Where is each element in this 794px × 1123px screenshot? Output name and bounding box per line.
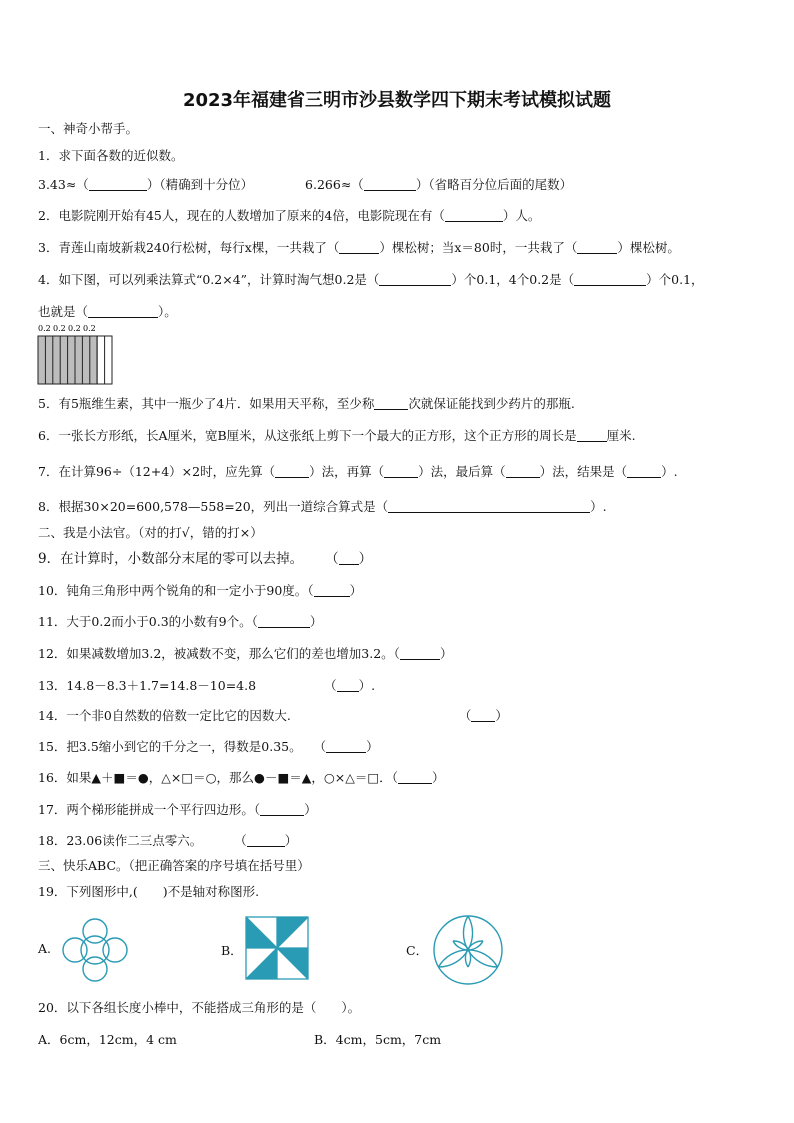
strip-label: 0.2 <box>53 324 66 333</box>
bracket-close: ） <box>304 802 317 817</box>
q7-text: ）法，最后算（ <box>418 464 506 479</box>
answer-blank[interactable] <box>627 463 661 478</box>
judge-question-17 <box>38 801 317 819</box>
answer-blank[interactable] <box>88 303 158 318</box>
four-circle-flower-figure <box>60 917 130 983</box>
q4-text-mid: ）个0.1，4个0.2是（ <box>451 272 575 287</box>
judge-text: 11．大于0.2而小于0.3的小数有9个。 <box>38 614 252 629</box>
bracket-open: （ <box>458 708 472 723</box>
question-20: 20．以下各组长度小棒中，不能搭成三角形的是（ ）。 <box>38 1000 361 1015</box>
judge-text: 13．14.8－8.3＋1.7=14.8－10=4.8 <box>38 678 257 693</box>
answer-blank[interactable] <box>89 176 147 191</box>
option-a[interactable]: A．6cm，12cm，4 cm <box>38 1032 177 1047</box>
q1-a-note: ）（精确到十分位） <box>146 177 254 192</box>
bracket-open: （ <box>307 583 314 598</box>
answer-blank[interactable] <box>364 176 416 191</box>
q1-a-number: 3.43≈（ <box>38 177 89 192</box>
bracket-close: ） <box>366 739 379 754</box>
bracket-open: （ <box>325 551 339 567</box>
judge-question-11 <box>38 613 322 631</box>
question-5 <box>38 395 575 413</box>
q5-text-end: 次就保证能找到少药片的那瓶. <box>408 396 575 411</box>
q4-line2-text: 也就是（ <box>38 304 89 319</box>
bracket-open: （ <box>253 802 261 817</box>
answer-blank[interactable] <box>247 832 285 847</box>
judge-text: 17．两个梯形能拼成一个平行四边形。 <box>38 802 254 817</box>
answer-blank[interactable] <box>258 613 310 628</box>
bracket-open: （ <box>313 739 327 754</box>
answer-blank[interactable] <box>379 271 451 286</box>
q4-text-end: ）个0.1， <box>646 272 704 287</box>
section-1-heading: 一、神奇小帮手。 <box>38 121 139 136</box>
answer-blank[interactable] <box>326 738 366 753</box>
q8-text-end: ）. <box>590 499 607 514</box>
q3-text-end: ）棵松树。 <box>617 240 680 255</box>
answer-blank[interactable] <box>577 427 607 442</box>
answer-blank[interactable] <box>339 550 359 565</box>
question-4-line2 <box>38 303 177 321</box>
q7-text-end: ）. <box>661 464 678 479</box>
question-19: 19．下列图形中,( )不是轴对称图形. <box>38 884 260 899</box>
q6-text-end: 厘米. <box>606 428 636 443</box>
question-3 <box>38 239 680 257</box>
judge-question-12 <box>38 645 452 663</box>
q3-text: 3．青莲山南坡新栽240行松树，每行x棵，一共栽了（ <box>38 240 340 255</box>
answer-blank[interactable] <box>400 645 440 660</box>
q4-line2-end: ）。 <box>158 304 177 319</box>
answer-blank[interactable] <box>275 463 309 478</box>
judge-text: 12．如果减数增加3.2，被减数不变，那么它们的差也增加3.2。 <box>38 646 394 661</box>
trefoil-circles-figure <box>428 910 508 986</box>
q8-text: 8．根据30×20=600,578—558=20，列出一道综合算式是（ <box>38 499 389 514</box>
option-b-label[interactable]: B． <box>221 943 243 958</box>
answer-blank[interactable] <box>374 395 408 410</box>
answer-blank[interactable] <box>574 271 646 286</box>
bracket-close: ） <box>309 614 323 629</box>
question-6 <box>38 427 636 445</box>
judge-text: 18．23.06读作二三点零六。 <box>38 833 203 848</box>
bracket-open: （ <box>234 833 247 848</box>
judge-text: 15．把3.5缩小到它的千分之一，得数是0.35。 <box>38 739 302 754</box>
question-7 <box>38 463 678 481</box>
bracket-close: ）. <box>358 678 376 693</box>
bracket-open: （ <box>393 646 400 661</box>
judge-question-13 <box>38 677 375 695</box>
answer-blank[interactable] <box>471 707 495 722</box>
bracket-close: ） <box>439 646 453 661</box>
judge-question-15 <box>38 738 379 756</box>
section-2-heading: 二、我是小法官。（对的打√，错的打×） <box>38 525 263 540</box>
answer-blank[interactable] <box>506 463 540 478</box>
judge-question-16 <box>38 769 444 787</box>
section-3-heading: 三、快乐ABC。（把正确答案的序号填在括号里） <box>38 858 310 873</box>
q2-text-end: ）人。 <box>502 208 541 223</box>
bracket-close: ） <box>349 583 363 598</box>
q4-text: 4．如下图，可以列乘法算式“0.2×4”，计算时淘气想0.2是（ <box>38 272 380 287</box>
answer-blank[interactable] <box>384 463 418 478</box>
page-title: 2023年福建省三明市沙县数学四下期末考试模拟试题 <box>182 90 612 111</box>
answer-blank[interactable] <box>260 801 304 816</box>
bracket-open: （ <box>391 770 398 785</box>
question-4 <box>38 271 704 289</box>
question-1: 1．求下面各数的近似数。 <box>38 148 184 163</box>
q7-text: ）法，再算（ <box>309 464 385 479</box>
bracket-open: （ <box>251 614 258 629</box>
answer-blank[interactable] <box>398 769 432 784</box>
question-1-parts <box>38 176 572 194</box>
judge-question-9 <box>38 550 372 568</box>
pinwheel-figure <box>244 915 310 981</box>
answer-blank[interactable] <box>577 239 617 254</box>
bracket-open: （ <box>324 678 337 693</box>
judge-text: 16．如果▲＋■＝●，△×□＝○，那么●－■＝▲，○×△＝□． <box>38 770 392 785</box>
judge-text: 10．钝角三角形中两个锐角的和一定小于90度。 <box>38 583 308 598</box>
answer-blank[interactable] <box>339 239 379 254</box>
q1-b-number: 6.266≈（ <box>305 177 364 192</box>
bracket-close: ） <box>358 551 373 567</box>
q1-b-note: ）（省略百分位后面的尾数） <box>415 177 573 192</box>
q2-text: 2．电影院刚开始有45人，现在的人数增加了原来的4倍，电影院现在有（ <box>38 208 445 223</box>
option-c-label[interactable]: C． <box>406 943 429 958</box>
strip-label: 0.2 <box>83 324 96 333</box>
judge-text: 9．在计算时，小数部分末尾的零可以去掉。 <box>38 551 304 567</box>
q5-text: 5．有5瓶维生素，其中一瓶少了4片．如果用天平称，至少称 <box>38 396 375 411</box>
judge-text: 14．一个非0自然数的倍数一定比它的因数大. <box>38 708 291 723</box>
judge-question-10 <box>38 582 362 600</box>
bracket-close: ） <box>284 833 298 848</box>
answer-blank[interactable] <box>314 582 350 597</box>
q7-text: ）法，结果是（ <box>539 464 628 479</box>
option-a-label[interactable]: A. <box>38 941 52 956</box>
decimal-strip-figure <box>36 322 116 386</box>
judge-question-14 <box>38 707 508 725</box>
q6-text: 6．一张长方形纸，长A厘米，宽B厘米，从这张纸上剪下一个最大的正方形，这个正方形的周长是 <box>38 428 577 443</box>
answer-blank[interactable] <box>388 498 590 513</box>
bracket-close: ） <box>495 708 508 723</box>
question-2 <box>38 207 540 225</box>
q3-text-mid: ）棵松树；当x＝80时，一共栽了（ <box>379 240 578 255</box>
q7-text: 7．在计算96÷（12+4）×2时，应先算（ <box>38 464 276 479</box>
strip-label: 0.2 <box>68 324 81 333</box>
bracket-close: ） <box>431 770 445 785</box>
option-b[interactable]: B．4cm，5cm，7cm <box>314 1032 442 1047</box>
answer-blank[interactable] <box>337 677 359 692</box>
strip-label: 0.2 <box>38 324 51 333</box>
question-8 <box>38 498 607 516</box>
answer-blank[interactable] <box>445 207 503 222</box>
judge-question-18 <box>38 832 297 850</box>
